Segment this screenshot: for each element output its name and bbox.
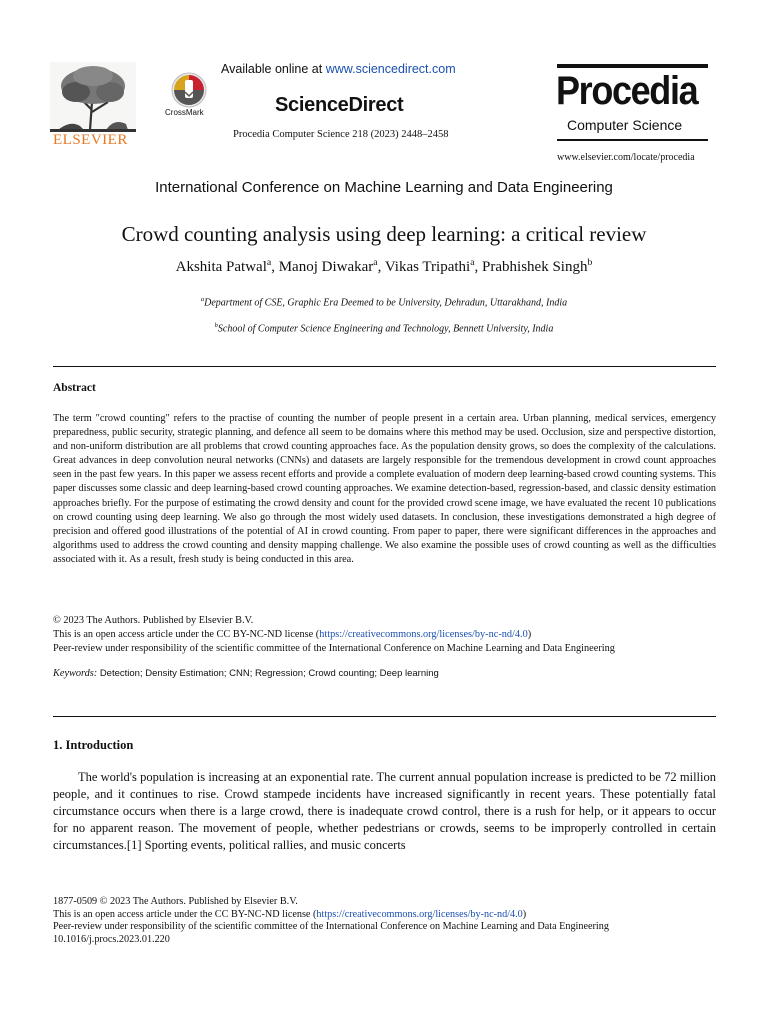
abstract-body: The term "crowd counting" refers to the practise of counting the number of people present in a certain area. Urban planning, medical services, emergency preparedness, public security, strategic planning, and defence all seem to be domains where this method may be used. Occlusion, size and perspective distortion, and non-uniform distribution are all problems that crowd counting approaches face. As the population density grows, so does the complexity of the calculations. Great advances in deep convolution neural networks (CNNs) and datasets are largely responsible for the tremendous development in crowd count approaches seen in the past few years. In this paper we assess recent efforts and provide a complete evaluation of modern deep learning-based crowd counting systems. This paper discusses some classic and deep learning-based crowd counting approaches. We examine detection-based, regression-based, and classic density estimation approaches briefly. For the purpose of estimating the crowd density and count for the provided crowd scene image, we have evaluated the recent 10 publications on crowd counting using deep learning. We also go through the most widely used datasets. In conclusion, these investigations demonstrated a high degree of precision and offered good illustrations of the potential of AI in crowd counting. From paper to paper, there were significant differences in the approaches and algorithms used to address the crowd counting and density mapping challenge. We also examine the possible uses of crowd counting as well as the difficulties associated with it. As a result, fresh study is being conducted in this area. [53, 413, 716, 565]
journal-url[interactable]: www.elsevier.com/locate/procedia [557, 152, 695, 163]
procedia-divider [557, 139, 708, 141]
keywords-list: Detection; Density Estimation; CNN; Regression; Crowd counting; Deep learning [99, 668, 439, 679]
author-list: Akshita Patwal$^a$, Manoj Diwakar$^a$, Vikas Tripathi$^a$, Prabhishek Singh$^b$ [175, 257, 593, 275]
license-link[interactable]: https://creativecommons.org/licenses/by-nc-nd/4.0 [319, 629, 528, 640]
copyright-line: © 2023 The Authors. Published by Elsevier B.V. [53, 615, 254, 626]
keywords-line [53, 668, 439, 679]
affiliation-text: Department of CSE, Graphic Era Deemed to be University, Dehradun, Uttarakhand, India [204, 297, 568, 309]
elsevier-wordmark: ELSEVIER [53, 132, 128, 148]
footer-license-line [53, 909, 716, 922]
license-prefix: This is an open access article under the CC BY-NC-ND license ( [53, 629, 320, 640]
sciencedirect-brand: ScienceDirect [275, 94, 404, 116]
procedia-subtitle: Computer Science [567, 117, 683, 133]
affiliation-mark: a [200, 296, 205, 303]
author-name: Akshita Patwal [175, 259, 267, 275]
crossmark-label: CrossMark [165, 108, 204, 117]
peer-review-line: Peer-review under responsibility of the scientific committee of the International Conference on Machine Learning and Data Engineering [53, 643, 615, 654]
footer-license-suffix: ) [522, 908, 527, 920]
journal-reference: Procedia Computer Science 218 (2023) 2448–2458 [233, 129, 449, 140]
affiliation-b [0, 322, 768, 334]
author-affiliation-mark: b [587, 257, 593, 268]
abstract-heading: Abstract [53, 382, 96, 394]
affiliation-text: School of Computer Science Engineering and Technology, Bennett University, India [217, 323, 554, 335]
conference-name: International Conference on Machine Learning and Data Engineering [155, 179, 613, 196]
footer-license-prefix: This is an open access article under the CC BY-NC-ND license ( [53, 908, 317, 920]
abstract-bottom-rule [53, 716, 716, 717]
footer-peer-review: Peer-review under responsibility of the scientific committee of the International Conference on Machine Learning and Data Engineering [53, 921, 609, 932]
author-name: Manoj Diwakar [278, 259, 374, 275]
procedia-wordmark: Procedia [556, 69, 698, 113]
introduction-heading: 1. Introduction [53, 738, 134, 752]
license-suffix: ) [527, 629, 532, 640]
available-prefix: Available online at [221, 62, 326, 76]
abstract-top-rule [53, 366, 716, 367]
author-affiliation-mark: a [266, 257, 272, 268]
footer-license-link[interactable]: https://creativecommons.org/licenses/by-nc-nd/4.0 [316, 908, 523, 920]
available-online [221, 62, 456, 76]
issn-line: 1877-0509 © 2023 The Authors. Published by Elsevier B.V. [53, 896, 298, 907]
doi-line[interactable]: 10.1016/j.procs.2023.01.220 [53, 933, 170, 945]
sciencedirect-link[interactable]: www.sciencedirect.com [325, 62, 456, 76]
affiliation-a [0, 296, 768, 308]
license-line [53, 628, 531, 643]
page-footer [53, 896, 716, 946]
author-affiliation-mark: a [373, 257, 378, 268]
introduction-body: The world's population is increasing at an exponential rate. The current annual population increase is predicted to be 72 million people, and it continues to rise. Crowd stampede incidents have increased significantly in recent years. These potentially fatal circumstance occurs when there is a large crowd, there is inadequate crowd control, there is a rush for help, or it appears to occur for no apparent reason. The movement of people, whether pedestrians or crowds, seems to be improperly controlled in certain circumstances.[1] Sporting events, political rallies, and music concerts [53, 770, 716, 852]
keywords-label: Keywords: [53, 668, 98, 679]
paper-title: Crowd counting analysis using deep learning: a critical review [121, 222, 647, 246]
author-affiliation-mark: a [470, 257, 475, 268]
author-name: Vikas Tripathi [384, 259, 471, 275]
affiliation-mark: b [214, 322, 218, 329]
author-name: Prabhishek Singh [482, 259, 588, 275]
